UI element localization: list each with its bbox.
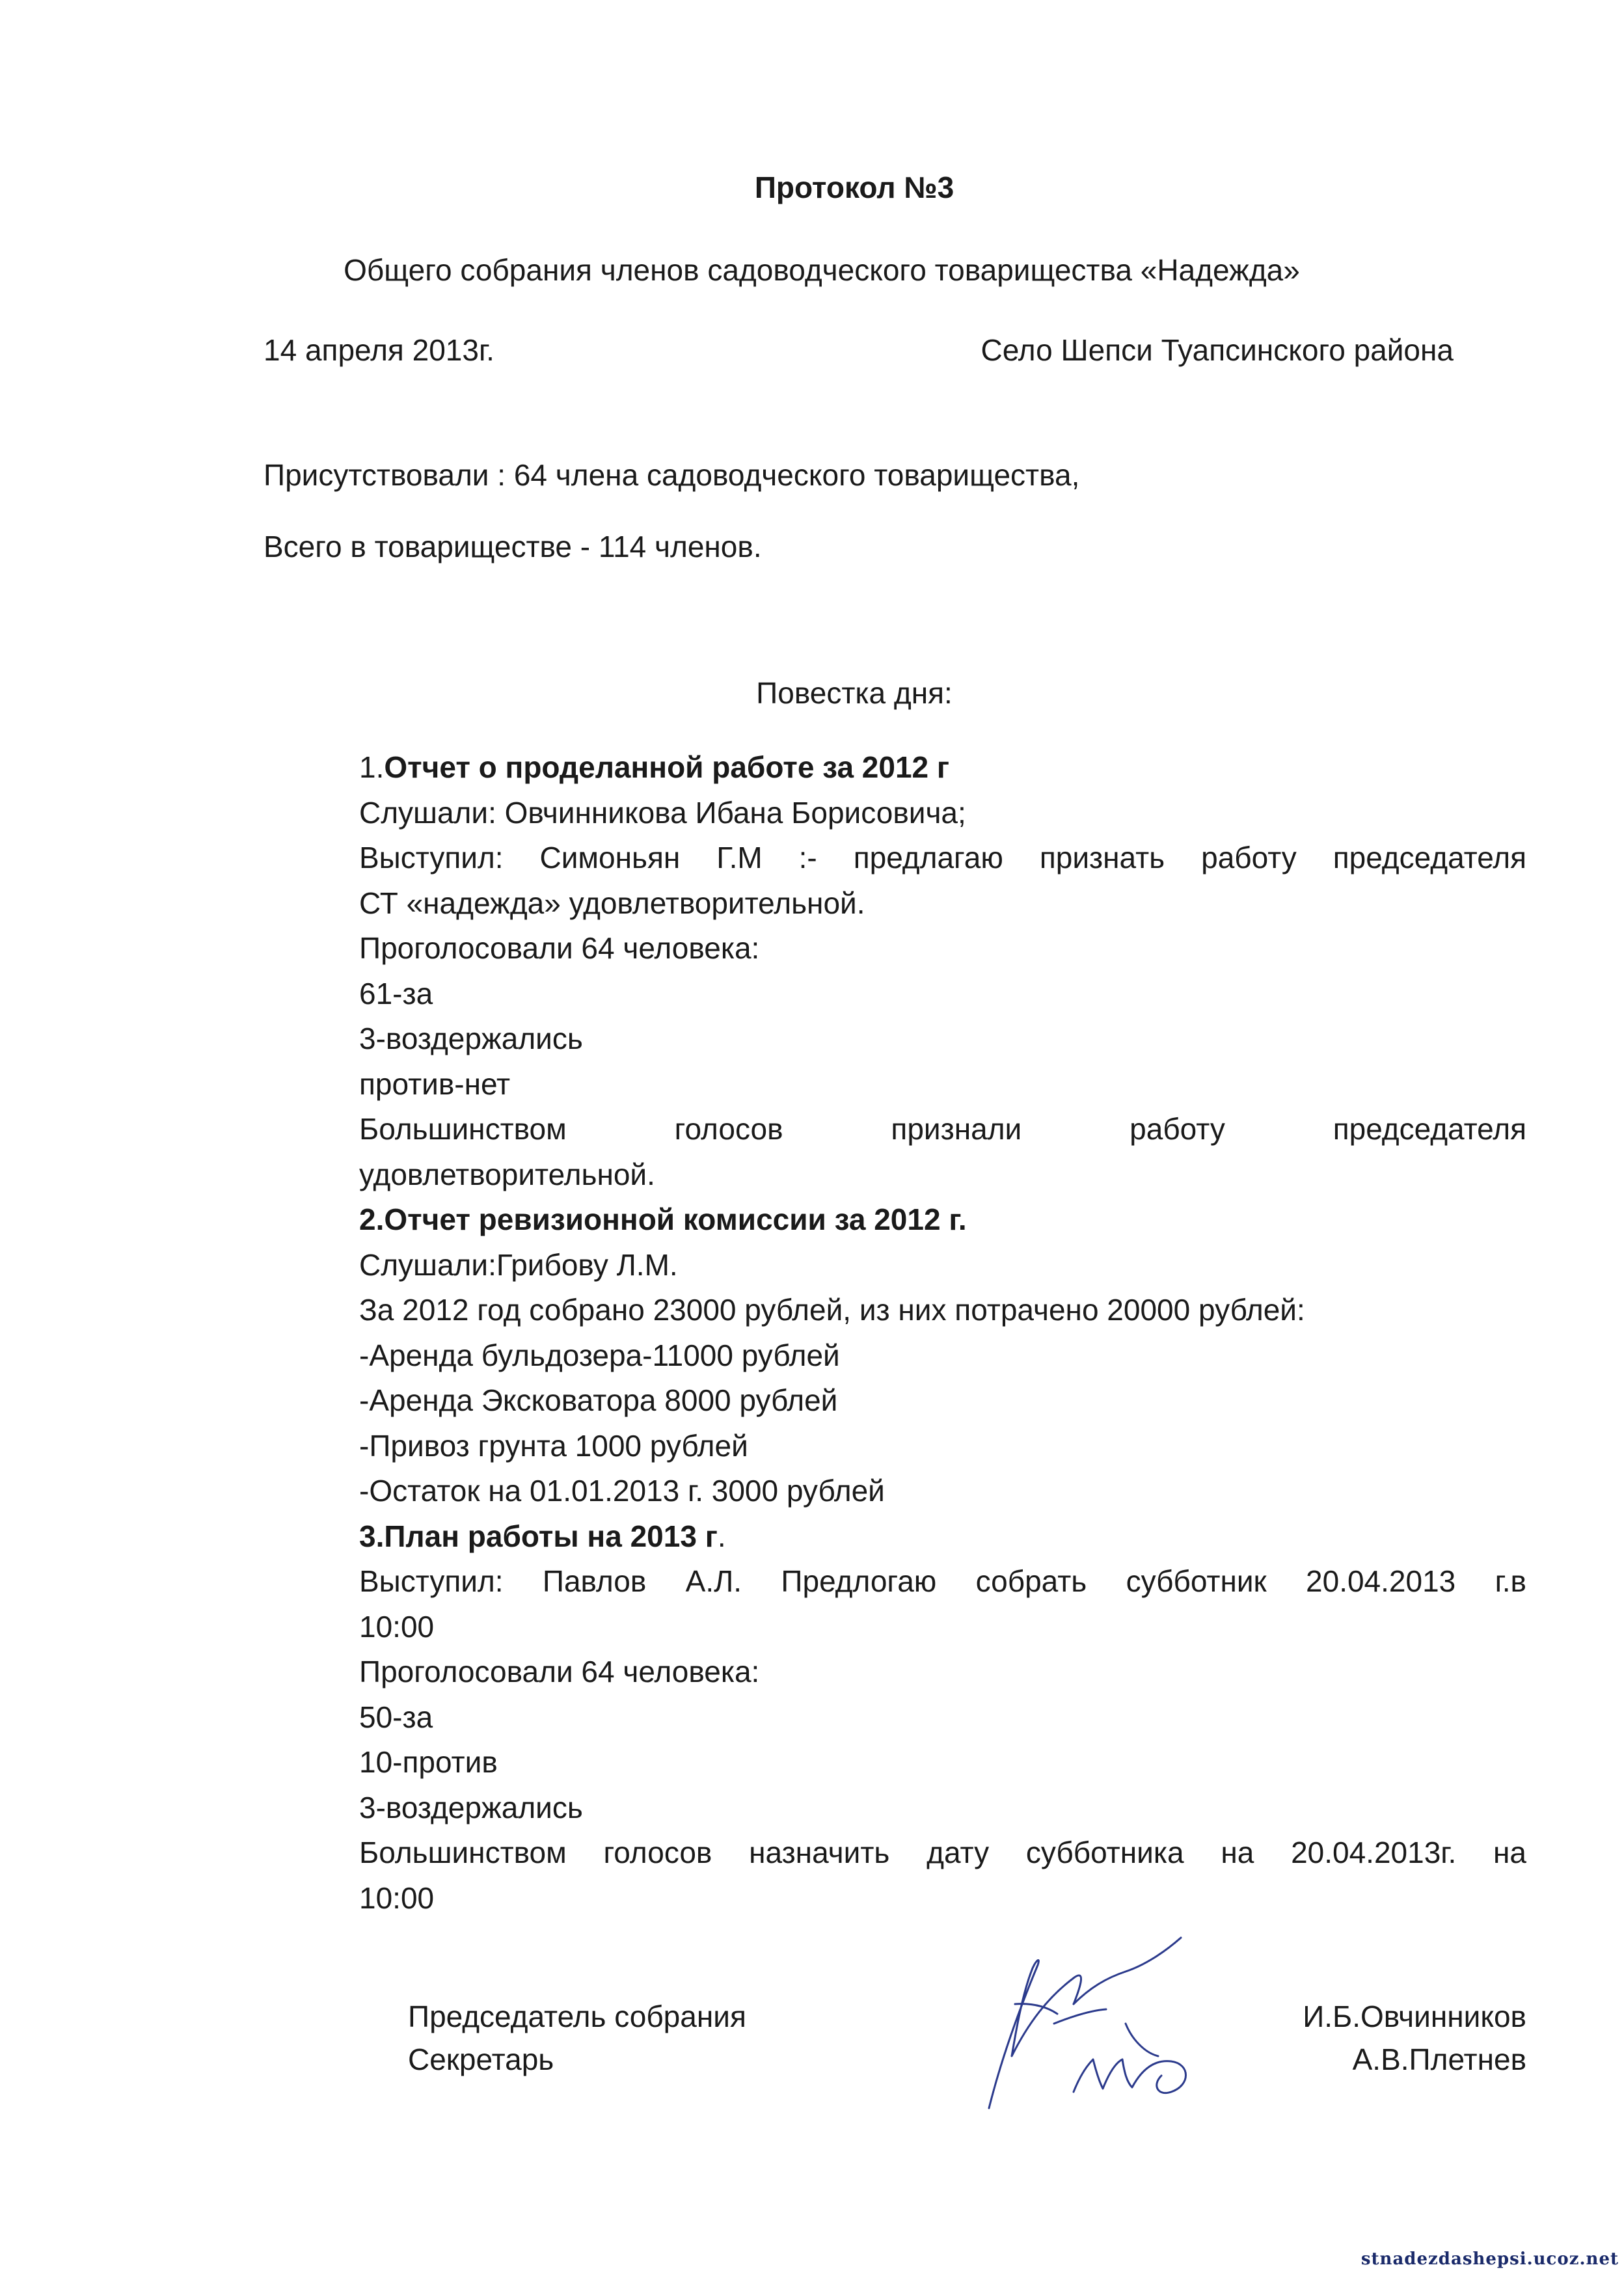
item3-result-line1: Большинством голосов назначить дату субботника на 20.04.2013г. на: [359, 1836, 1526, 1869]
item1-heading-text: Отчет о проделанной работе за 2012 г: [384, 750, 950, 784]
chair-name: И.Б.Овчинников: [1303, 2000, 1526, 2033]
item2-summary: За 2012 год собрано 23000 рублей, из них потрачено 20000 рублей:: [359, 1293, 1305, 1327]
handwritten-signature: [976, 1926, 1249, 2121]
item1-abstained: 3-воздержались: [359, 1022, 583, 1055]
site-watermark: stnadezdashepsi.ucoz.net: [1360, 2249, 1619, 2269]
item3-result-line2: 10:00: [359, 1880, 435, 1915]
item1-result-line1: Большинством голосов признали работу председателя: [359, 1112, 1526, 1146]
signature-roles: [408, 1995, 746, 2081]
item3-spoke-line2: 10:00: [359, 1609, 435, 1644]
item1-against: против-нет: [359, 1066, 511, 1101]
item3-abstained: 3-воздержались: [359, 1790, 583, 1824]
item3-voted: Проголосовали 64 человека:: [359, 1655, 760, 1688]
item2-expense-1: -Аренда бульдозера-11000 рублей: [359, 1338, 840, 1372]
item2-heading: 2.Отчет ревизионной комиссии за 2012 г.: [359, 1202, 967, 1236]
item1-heading: [359, 745, 1526, 791]
item3-heading: [359, 1514, 1526, 1560]
item2-expense-3: -Привоз грунта 1000 рублей: [359, 1428, 748, 1463]
item1-voted: Проголосовали 64 человека:: [359, 931, 760, 965]
item3-spoke-line1: Выступил: Павлов А.Л. Предлогаю собрать субботник 20.04.2013 г.в: [359, 1564, 1526, 1598]
item2-heard: Слушали:Грибову Л.М.: [359, 1247, 678, 1282]
attendance-total: Всего в товариществе - 114 членов.: [264, 530, 762, 563]
agenda-title: Повестка дня:: [756, 676, 953, 710]
item3-for: 50-за: [359, 1700, 433, 1734]
item1-result-line2: удовлетворительной.: [359, 1157, 655, 1191]
chair-role: Председатель собрания: [408, 2000, 746, 2033]
item1-spoke-line1: Выступил: Симоньян Г.М :- предлагаю признать работу председателя: [359, 841, 1526, 875]
item1-heard: Слушали: Овчинникова Ибана Борисовича;: [359, 795, 966, 830]
signature-names: [1303, 1995, 1526, 2081]
secretary-role: Секретарь: [408, 2042, 554, 2076]
item3-heading-tail: .: [717, 1519, 726, 1553]
item2-balance: -Остаток на 01.01.2013 г. 3000 рублей: [359, 1474, 885, 1508]
document-subtitle: Общего собрания членов садоводческого товарищества «Надежда»: [344, 253, 1300, 287]
item2-expense-2: -Аренда Эксковатора 8000 рублей: [359, 1383, 838, 1417]
meeting-date: 14 апреля 2013г.: [264, 333, 494, 367]
item3-against: 10-против: [359, 1745, 498, 1779]
item1-number: 1.: [359, 750, 385, 784]
secretary-name: А.В.Плетнев: [1352, 2042, 1526, 2076]
attendance-present: Присутствовали : 64 члена садоводческого товарищества,: [264, 458, 1080, 492]
document-title: Протокол №3: [754, 170, 954, 204]
item3-heading-text: 3.План работы на 2013 г: [359, 1519, 718, 1553]
agenda-body: [359, 745, 1526, 1921]
item1-spoke-line2: СТ «надежда» удовлетворительной.: [359, 886, 865, 920]
meeting-place: Село Шепси Туапсинского района: [981, 333, 1454, 367]
item1-for: 61-за: [359, 976, 433, 1010]
